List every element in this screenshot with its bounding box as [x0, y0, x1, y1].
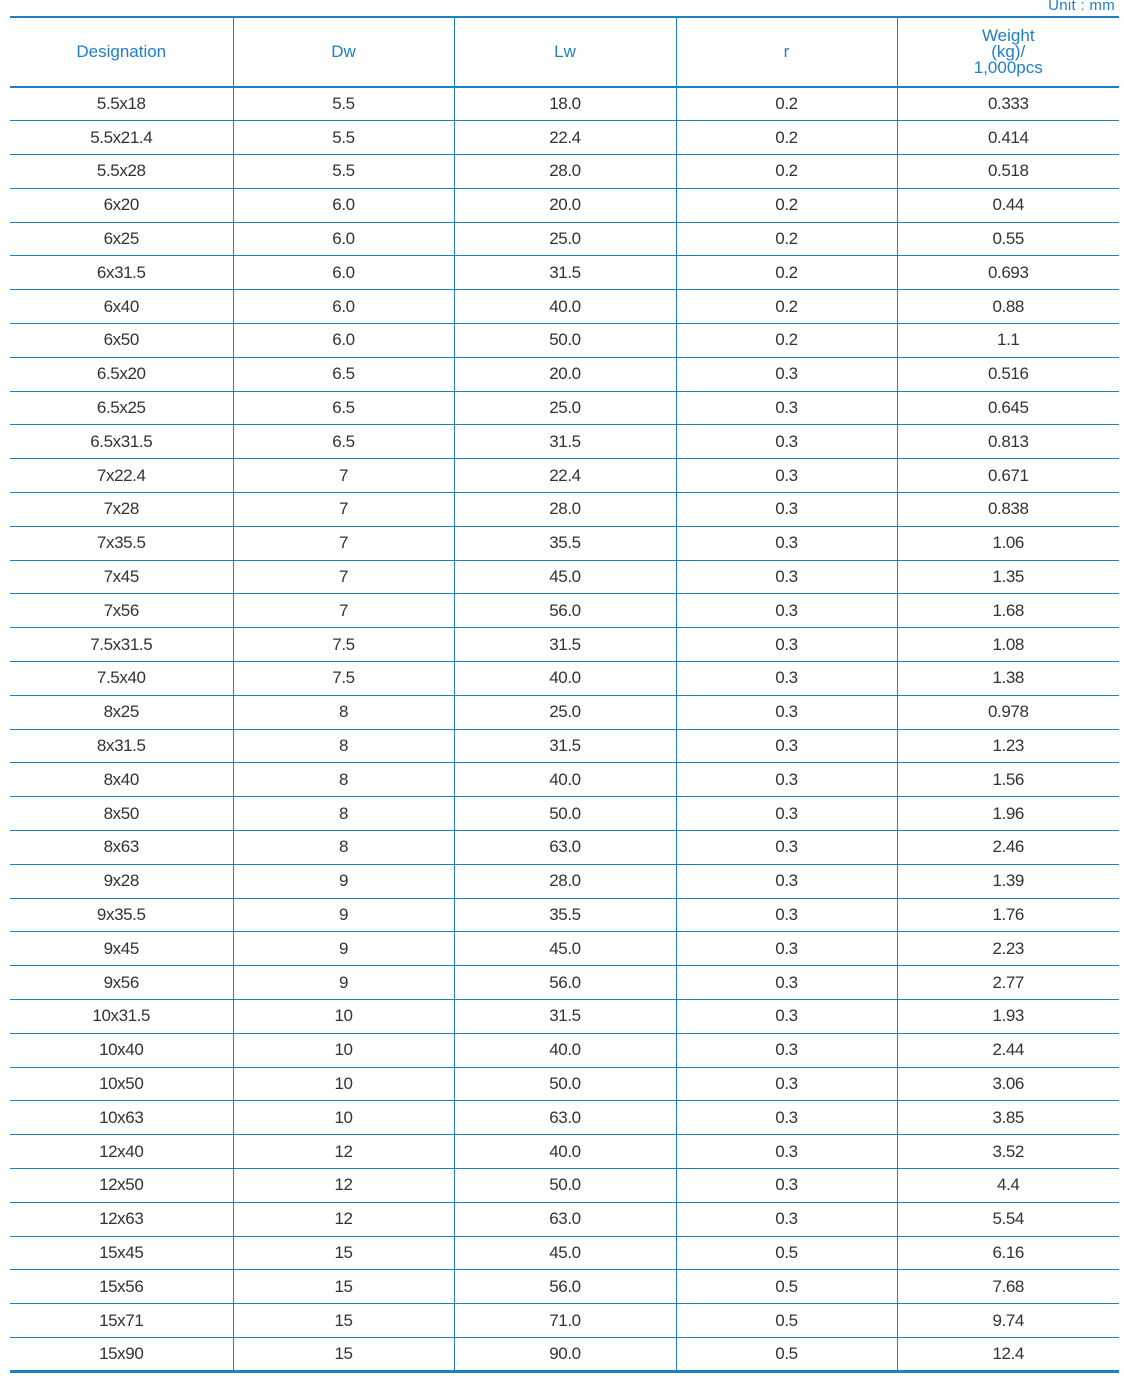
- cell-designation: 15x56: [10, 1270, 233, 1304]
- cell-dw: 6.5: [233, 357, 454, 391]
- table-row: [10, 1270, 1119, 1304]
- cell-dw: 7: [233, 459, 454, 493]
- cell-dw: 12: [233, 1135, 454, 1169]
- cell-r: 0.3: [676, 1202, 897, 1236]
- cell-weight: 9.74: [897, 1304, 1119, 1338]
- table-header: [10, 17, 1119, 87]
- header-weight: [897, 17, 1119, 87]
- cell-designation: 6.5x20: [10, 357, 233, 391]
- cell-dw: 7: [233, 560, 454, 594]
- cell-r: 0.2: [676, 87, 897, 121]
- cell-weight: 5.54: [897, 1202, 1119, 1236]
- cell-weight: 1.39: [897, 864, 1119, 898]
- cell-lw: 40.0: [454, 763, 676, 797]
- table-row: [10, 290, 1119, 324]
- table-row: [10, 1337, 1119, 1371]
- cell-lw: 31.5: [454, 425, 676, 459]
- cell-r: 0.2: [676, 290, 897, 324]
- table-row: [10, 763, 1119, 797]
- header-weight-line1: Weight: [981, 26, 1035, 45]
- table-row: [10, 1067, 1119, 1101]
- cell-r: 0.3: [676, 594, 897, 628]
- cell-dw: 15: [233, 1236, 454, 1270]
- header-weight-line2: (kg)/: [991, 42, 1026, 61]
- table-row: [10, 695, 1119, 729]
- cell-weight: 0.671: [897, 459, 1119, 493]
- cell-lw: 40.0: [454, 290, 676, 324]
- cell-lw: 50.0: [454, 324, 676, 358]
- cell-r: 0.3: [676, 628, 897, 662]
- table-row: [10, 1169, 1119, 1203]
- cell-weight: 3.06: [897, 1067, 1119, 1101]
- cell-lw: 28.0: [454, 155, 676, 189]
- cell-r: 0.3: [676, 662, 897, 696]
- cell-weight: 6.16: [897, 1236, 1119, 1270]
- cell-weight: 1.08: [897, 628, 1119, 662]
- cell-dw: 15: [233, 1270, 454, 1304]
- cell-r: 0.3: [676, 493, 897, 527]
- cell-lw: 31.5: [454, 256, 676, 290]
- cell-dw: 6.5: [233, 425, 454, 459]
- cell-r: 0.3: [676, 898, 897, 932]
- table-row: [10, 560, 1119, 594]
- cell-weight: 0.333: [897, 87, 1119, 121]
- header-dw: Dw: [233, 17, 454, 87]
- cell-r: 0.3: [676, 560, 897, 594]
- cell-designation: 15x90: [10, 1337, 233, 1371]
- cell-lw: 35.5: [454, 898, 676, 932]
- cell-r: 0.3: [676, 526, 897, 560]
- cell-weight: 1.68: [897, 594, 1119, 628]
- cell-lw: 25.0: [454, 695, 676, 729]
- table-row: [10, 222, 1119, 256]
- cell-r: 0.3: [676, 391, 897, 425]
- header-designation: Designation: [10, 17, 233, 87]
- cell-dw: 6.0: [233, 290, 454, 324]
- table-row: [10, 1101, 1119, 1135]
- cell-dw: 9: [233, 932, 454, 966]
- cell-designation: 7.5x40: [10, 662, 233, 696]
- cell-r: 0.3: [676, 831, 897, 865]
- cell-designation: 8x25: [10, 695, 233, 729]
- cell-dw: 8: [233, 797, 454, 831]
- table-row: [10, 121, 1119, 155]
- cell-designation: 12x40: [10, 1135, 233, 1169]
- cell-dw: 9: [233, 864, 454, 898]
- cell-designation: 10x63: [10, 1101, 233, 1135]
- cell-designation: 12x50: [10, 1169, 233, 1203]
- cell-weight: 0.414: [897, 121, 1119, 155]
- cell-r: 0.5: [676, 1337, 897, 1371]
- cell-r: 0.2: [676, 256, 897, 290]
- cell-designation: 15x71: [10, 1304, 233, 1338]
- cell-dw: 10: [233, 1101, 454, 1135]
- header-r: r: [676, 17, 897, 87]
- cell-r: 0.5: [676, 1270, 897, 1304]
- table-row: [10, 1236, 1119, 1270]
- table-row: [10, 1033, 1119, 1067]
- cell-lw: 20.0: [454, 188, 676, 222]
- cell-weight: 0.516: [897, 357, 1119, 391]
- cell-lw: 63.0: [454, 1202, 676, 1236]
- cell-weight: 0.44: [897, 188, 1119, 222]
- table-row: [10, 391, 1119, 425]
- cell-designation: 7x45: [10, 560, 233, 594]
- cell-designation: 6x25: [10, 222, 233, 256]
- cell-dw: 7.5: [233, 628, 454, 662]
- cell-dw: 5.5: [233, 87, 454, 121]
- cell-r: 0.3: [676, 932, 897, 966]
- table-row: [10, 324, 1119, 358]
- table-row: [10, 797, 1119, 831]
- table-row: [10, 864, 1119, 898]
- cell-lw: 28.0: [454, 493, 676, 527]
- cell-lw: 35.5: [454, 526, 676, 560]
- cell-dw: 12: [233, 1169, 454, 1203]
- cell-weight: 3.85: [897, 1101, 1119, 1135]
- cell-dw: 10: [233, 1067, 454, 1101]
- cell-dw: 7: [233, 526, 454, 560]
- cell-r: 0.3: [676, 797, 897, 831]
- cell-r: 0.3: [676, 1067, 897, 1101]
- cell-lw: 40.0: [454, 1033, 676, 1067]
- cell-dw: 9: [233, 966, 454, 1000]
- cell-r: 0.3: [676, 695, 897, 729]
- cell-r: 0.3: [676, 763, 897, 797]
- cell-dw: 6.5: [233, 391, 454, 425]
- cell-weight: 1.35: [897, 560, 1119, 594]
- cell-lw: 56.0: [454, 1270, 676, 1304]
- table-row: [10, 898, 1119, 932]
- cell-lw: 22.4: [454, 459, 676, 493]
- cell-designation: 6x40: [10, 290, 233, 324]
- table-row: [10, 628, 1119, 662]
- cell-weight: 1.56: [897, 763, 1119, 797]
- cell-dw: 10: [233, 1033, 454, 1067]
- cell-designation: 7.5x31.5: [10, 628, 233, 662]
- table-row: [10, 831, 1119, 865]
- cell-lw: 40.0: [454, 662, 676, 696]
- cell-dw: 9: [233, 898, 454, 932]
- cell-lw: 28.0: [454, 864, 676, 898]
- table-row: [10, 155, 1119, 189]
- cell-lw: 50.0: [454, 797, 676, 831]
- cell-weight: 0.693: [897, 256, 1119, 290]
- header-row: [10, 17, 1119, 87]
- cell-dw: 10: [233, 1000, 454, 1034]
- cell-lw: 31.5: [454, 1000, 676, 1034]
- cell-dw: 5.5: [233, 121, 454, 155]
- cell-designation: 5.5x18: [10, 87, 233, 121]
- cell-lw: 25.0: [454, 222, 676, 256]
- cell-r: 0.3: [676, 966, 897, 1000]
- table-row: [10, 1202, 1119, 1236]
- cell-designation: 9x35.5: [10, 898, 233, 932]
- table-row: [10, 526, 1119, 560]
- cell-designation: 6.5x31.5: [10, 425, 233, 459]
- cell-dw: 8: [233, 831, 454, 865]
- cell-designation: 5.5x28: [10, 155, 233, 189]
- cell-dw: 8: [233, 729, 454, 763]
- cell-r: 0.5: [676, 1236, 897, 1270]
- cell-r: 0.2: [676, 188, 897, 222]
- cell-designation: 10x31.5: [10, 1000, 233, 1034]
- cell-dw: 15: [233, 1304, 454, 1338]
- table-body: [10, 87, 1119, 1371]
- cell-lw: 63.0: [454, 831, 676, 865]
- cell-r: 0.3: [676, 1101, 897, 1135]
- cell-designation: 6x20: [10, 188, 233, 222]
- cell-r: 0.3: [676, 357, 897, 391]
- cell-designation: 9x45: [10, 932, 233, 966]
- cell-weight: 0.978: [897, 695, 1119, 729]
- cell-lw: 50.0: [454, 1067, 676, 1101]
- cell-designation: 5.5x21.4: [10, 121, 233, 155]
- cell-dw: 7.5: [233, 662, 454, 696]
- table-row: [10, 662, 1119, 696]
- cell-r: 0.3: [676, 459, 897, 493]
- cell-r: 0.2: [676, 121, 897, 155]
- cell-r: 0.2: [676, 324, 897, 358]
- cell-weight: 0.88: [897, 290, 1119, 324]
- table-row: [10, 459, 1119, 493]
- cell-dw: 7: [233, 493, 454, 527]
- cell-weight: 0.813: [897, 425, 1119, 459]
- cell-designation: 9x56: [10, 966, 233, 1000]
- cell-dw: 8: [233, 695, 454, 729]
- cell-weight: 1.96: [897, 797, 1119, 831]
- header-lw: Lw: [454, 17, 676, 87]
- table-row: [10, 256, 1119, 290]
- cell-lw: 31.5: [454, 729, 676, 763]
- cell-r: 0.5: [676, 1304, 897, 1338]
- cell-weight: 2.23: [897, 932, 1119, 966]
- cell-designation: 6x31.5: [10, 256, 233, 290]
- cell-designation: 8x31.5: [10, 729, 233, 763]
- table-row: [10, 188, 1119, 222]
- table-row: [10, 1135, 1119, 1169]
- cell-dw: 6.0: [233, 222, 454, 256]
- cell-weight: 12.4: [897, 1337, 1119, 1371]
- cell-designation: 8x63: [10, 831, 233, 865]
- table-row: [10, 932, 1119, 966]
- cell-dw: 7: [233, 594, 454, 628]
- cell-lw: 45.0: [454, 560, 676, 594]
- cell-lw: 18.0: [454, 87, 676, 121]
- cell-r: 0.3: [676, 1135, 897, 1169]
- cell-lw: 90.0: [454, 1337, 676, 1371]
- cell-weight: 3.52: [897, 1135, 1119, 1169]
- cell-weight: 1.38: [897, 662, 1119, 696]
- cell-designation: 8x40: [10, 763, 233, 797]
- cell-weight: 1.06: [897, 526, 1119, 560]
- header-weight-line3: 1,000pcs: [973, 58, 1043, 77]
- cell-r: 0.3: [676, 864, 897, 898]
- cell-dw: 5.5: [233, 155, 454, 189]
- table-row: [10, 357, 1119, 391]
- table-row: [10, 425, 1119, 459]
- cell-weight: 1.76: [897, 898, 1119, 932]
- cell-weight: 2.77: [897, 966, 1119, 1000]
- cell-weight: 0.518: [897, 155, 1119, 189]
- cell-r: 0.3: [676, 729, 897, 763]
- table-row: [10, 966, 1119, 1000]
- table-row: [10, 1304, 1119, 1338]
- cell-weight: 2.46: [897, 831, 1119, 865]
- cell-designation: 7x22.4: [10, 459, 233, 493]
- cell-weight: 0.838: [897, 493, 1119, 527]
- cell-designation: 7x28: [10, 493, 233, 527]
- cell-designation: 10x50: [10, 1067, 233, 1101]
- unit-label: Unit : mm: [1048, 0, 1115, 14]
- cell-weight: 1.1: [897, 324, 1119, 358]
- cell-designation: 8x50: [10, 797, 233, 831]
- cell-r: 0.3: [676, 1033, 897, 1067]
- cell-dw: 6.0: [233, 324, 454, 358]
- cell-lw: 56.0: [454, 594, 676, 628]
- cell-r: 0.3: [676, 1169, 897, 1203]
- cell-r: 0.3: [676, 1000, 897, 1034]
- cell-r: 0.2: [676, 155, 897, 189]
- cell-lw: 45.0: [454, 932, 676, 966]
- table-row: [10, 594, 1119, 628]
- cell-lw: 71.0: [454, 1304, 676, 1338]
- cell-designation: 10x40: [10, 1033, 233, 1067]
- cell-designation: 9x28: [10, 864, 233, 898]
- cell-lw: 56.0: [454, 966, 676, 1000]
- cell-weight: 0.55: [897, 222, 1119, 256]
- cell-designation: 15x45: [10, 1236, 233, 1270]
- cell-dw: 6.0: [233, 256, 454, 290]
- table-row: [10, 87, 1119, 121]
- table-row: [10, 493, 1119, 527]
- table-row: [10, 1000, 1119, 1034]
- cell-weight: 1.23: [897, 729, 1119, 763]
- cell-r: 0.2: [676, 222, 897, 256]
- cell-lw: 31.5: [454, 628, 676, 662]
- cell-weight: 4.4: [897, 1169, 1119, 1203]
- cell-weight: 2.44: [897, 1033, 1119, 1067]
- cell-designation: 12x63: [10, 1202, 233, 1236]
- cell-lw: 45.0: [454, 1236, 676, 1270]
- cell-lw: 20.0: [454, 357, 676, 391]
- cell-lw: 25.0: [454, 391, 676, 425]
- cell-designation: 6x50: [10, 324, 233, 358]
- cell-lw: 40.0: [454, 1135, 676, 1169]
- cell-lw: 22.4: [454, 121, 676, 155]
- cell-weight: 0.645: [897, 391, 1119, 425]
- specification-table: [10, 16, 1119, 1373]
- cell-lw: 63.0: [454, 1101, 676, 1135]
- cell-dw: 12: [233, 1202, 454, 1236]
- cell-lw: 50.0: [454, 1169, 676, 1203]
- cell-weight: 1.93: [897, 1000, 1119, 1034]
- cell-designation: 7x35.5: [10, 526, 233, 560]
- cell-designation: 6.5x25: [10, 391, 233, 425]
- cell-dw: 6.0: [233, 188, 454, 222]
- cell-designation: 7x56: [10, 594, 233, 628]
- cell-weight: 7.68: [897, 1270, 1119, 1304]
- cell-r: 0.3: [676, 425, 897, 459]
- cell-dw: 8: [233, 763, 454, 797]
- cell-dw: 15: [233, 1337, 454, 1371]
- table-row: [10, 729, 1119, 763]
